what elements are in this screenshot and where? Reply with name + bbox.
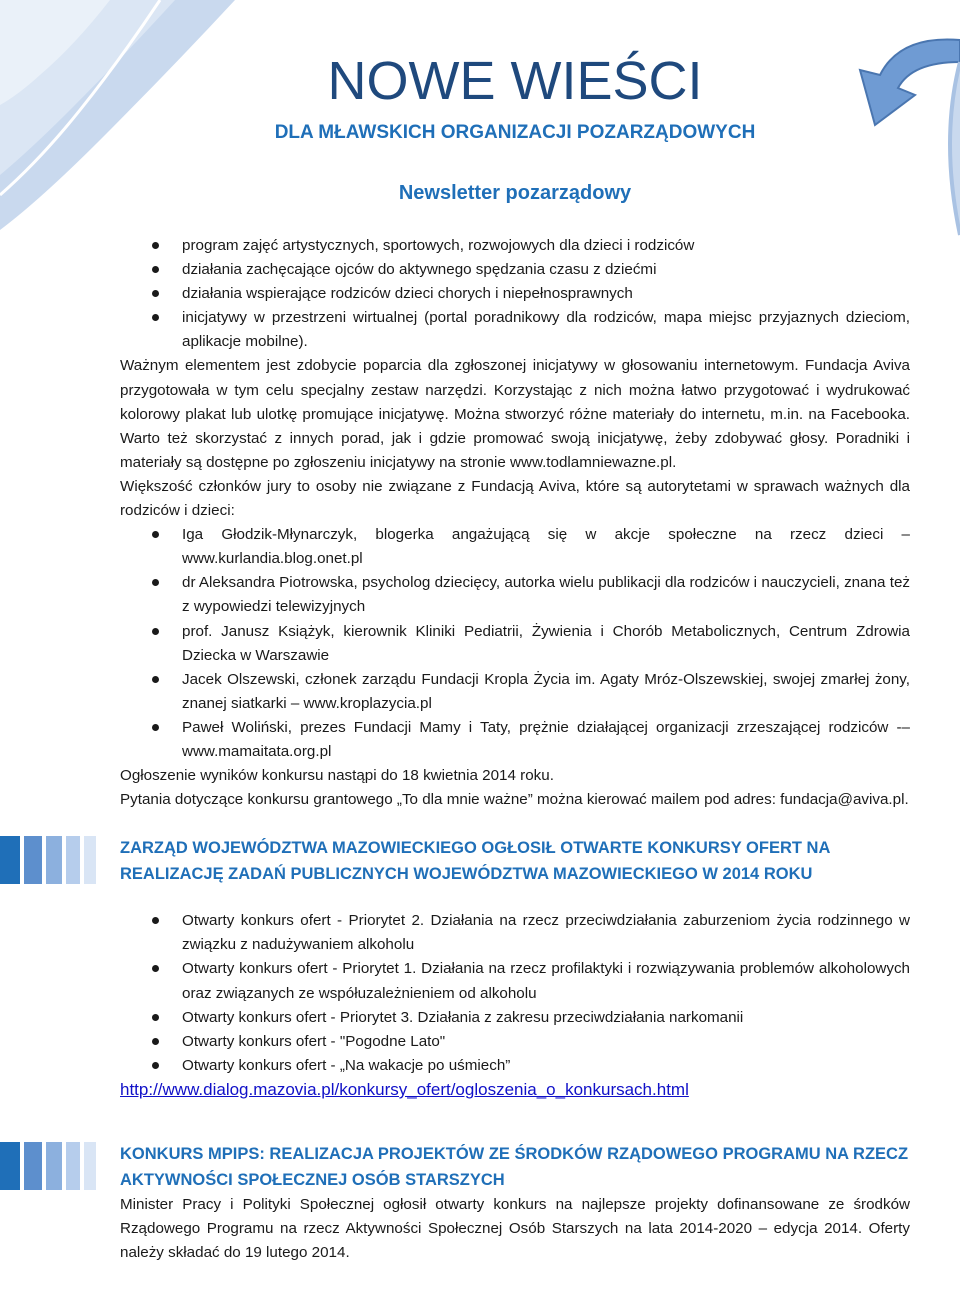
paragraph-voting: Ważnym elementem jest zdobycie poparcia dla zgłoszonej inicjatywy w głosowaniu internetowym. Fundacja Aviva przygotowała w tym celu specjalny zestaw narzędzi. Korzystając z nich można łatwo przygotować i wydrukować kolorowy plakat lub ulotkę promujące inicjatywę. Można stworzyć różne materiały do internetu, m.in. na Facebooka. Warto też skorzystać z innych porad, jak i gdzie promować swoją inicjatywę, żeby zdobywać głosy. Poradniki i materiały są dostępne po zgłoszeniu inicjatywy na stronie www.todlamniewazne.pl. xyxy=(120,357,910,471)
jury-list xyxy=(120,523,910,764)
section-title: KONKURS MPIPS: REALIZACJA PROJEKTÓW ZE ŚRODKÓW RZĄDOWEGO PROGRAMU NA RZECZ AKTYWNOŚCI SPOŁECZNEJ OSÓB STARSZYCH xyxy=(120,1145,909,1189)
section-mpips xyxy=(120,1141,910,1265)
list-item: inicjatywy w przestrzeni wirtualnej (portal poradnikowy dla rodziców, mapa miejsc przyjaznych dzieciom, aplikacje mobilne). xyxy=(120,306,910,354)
konkursy-link[interactable]: http://www.dialog.mazovia.pl/konkursy_ofert/ogloszenia_o_konkursach.html xyxy=(120,1079,689,1099)
questions-line: Pytania dotyczące konkursu grantowego „To dla mnie ważne” można kierować mailem pod adres: fundacja@aviva.pl. xyxy=(120,791,909,809)
list-item: prof. Janusz Książyk, kierownik Kliniki Pediatrii, Żywienia i Chorób Metabolicznych, Centrum Zdrowia Dziecka w Warszawie xyxy=(120,620,910,668)
newsletter-label: Newsletter pozarządowy xyxy=(398,182,632,204)
section-title: ZARZĄD WOJEWÓDZTWA MAZOWIECKIEGO OGŁOSIŁ OTWARTE KONKURSY OFERT NA REALIZACJĘ ZADAŃ PUBLICZNYCH WOJEWÓDZTWA MAZOWIECKIEGO W 2014 ROKU xyxy=(120,839,830,884)
section-text: Minister Pracy i Polityki Społecznej ogłosił otwarty konkurs na najlepsze projekty dofinansowane ze środków Rządowego Programu na rzecz Aktywności Społecznej Osób Starszych na lata 2014-2020 – edycja 2014. Oferty należy składać do 19 lutego 2014. xyxy=(120,1196,910,1262)
list-item: dr Aleksandra Piotrowska, psycholog dziecięcy, autorka wielu publikacji dla rodziców i nauczycieli, znana też z wypowiedzi telewizyjnych xyxy=(120,571,910,619)
list-item: Otwarty konkurs ofert - „Na wakacje po uśmiech” xyxy=(120,1054,910,1078)
list-item: działania wspierające rodziców dzieci chorych i niepełnosprawnych xyxy=(120,282,910,306)
list-item: Jacek Olszewski, członek zarządu Fundacji Kropla Życia im. Agaty Mróz-Olszewskiej, swojej zmarłej żony, znanej siatkarki – www.kroplazycia.pl xyxy=(120,668,910,716)
list-item: Otwarty konkurs ofert - Priorytet 2. Działania na rzecz przeciwdziałania zaburzeniom życia rodzinnego w związku z nadużywaniem alkoholu xyxy=(120,909,910,957)
section-bars-icon xyxy=(0,832,108,888)
list-item: Otwarty konkurs ofert - Priorytet 1. Działania na rzecz profilaktyki i rozwiązywania problemów alkoholowych oraz związanych ze współuzależnieniem od alkoholu xyxy=(120,957,910,1005)
results-line: Ogłoszenie wyników konkursu nastąpi do 18 kwietnia 2014 roku. xyxy=(120,767,554,785)
list-item: Otwarty konkurs ofert - Priorytet 3. Działania z zakresu przeciwdziałania narkomanii xyxy=(120,1006,910,1030)
page-subtitle: DLA MŁAWSKICH ORGANIZACJI POZARZĄDOWYCH xyxy=(274,122,756,143)
main-content xyxy=(120,234,910,1265)
intro-list xyxy=(120,234,910,354)
list-item: Otwarty konkurs ofert - "Pogodne Lato" xyxy=(120,1030,910,1054)
paragraph-jury: Większość członków jury to osoby nie związane z Fundacją Aviva, które są autorytetami w sprawach ważnych dla rodziców i dzieci: xyxy=(120,477,910,520)
list-item: działania zachęcające ojców do aktywnego spędzania czasu z dziećmi xyxy=(120,258,910,282)
list-item: Iga Głodzik-Młynarczyk, blogerka angażującą się w akcje społeczne na rzecz dzieci – www.kurlandia.blog.onet.pl xyxy=(120,523,910,571)
section-mazowieckie xyxy=(120,835,910,1103)
page-title: NOWE WIEŚCI xyxy=(327,51,703,111)
konkursy-list xyxy=(120,909,910,1078)
list-item: program zajęć artystycznych, sportowych, rozwojowych dla dzieci i rodziców xyxy=(120,234,910,258)
section-bars-icon xyxy=(0,1138,108,1194)
list-item: Paweł Woliński, prezes Fundacji Mamy i Taty, prężnie działającej organizacji zrzeszającej rodziców -– www.mamaitata.org.pl xyxy=(120,716,910,764)
